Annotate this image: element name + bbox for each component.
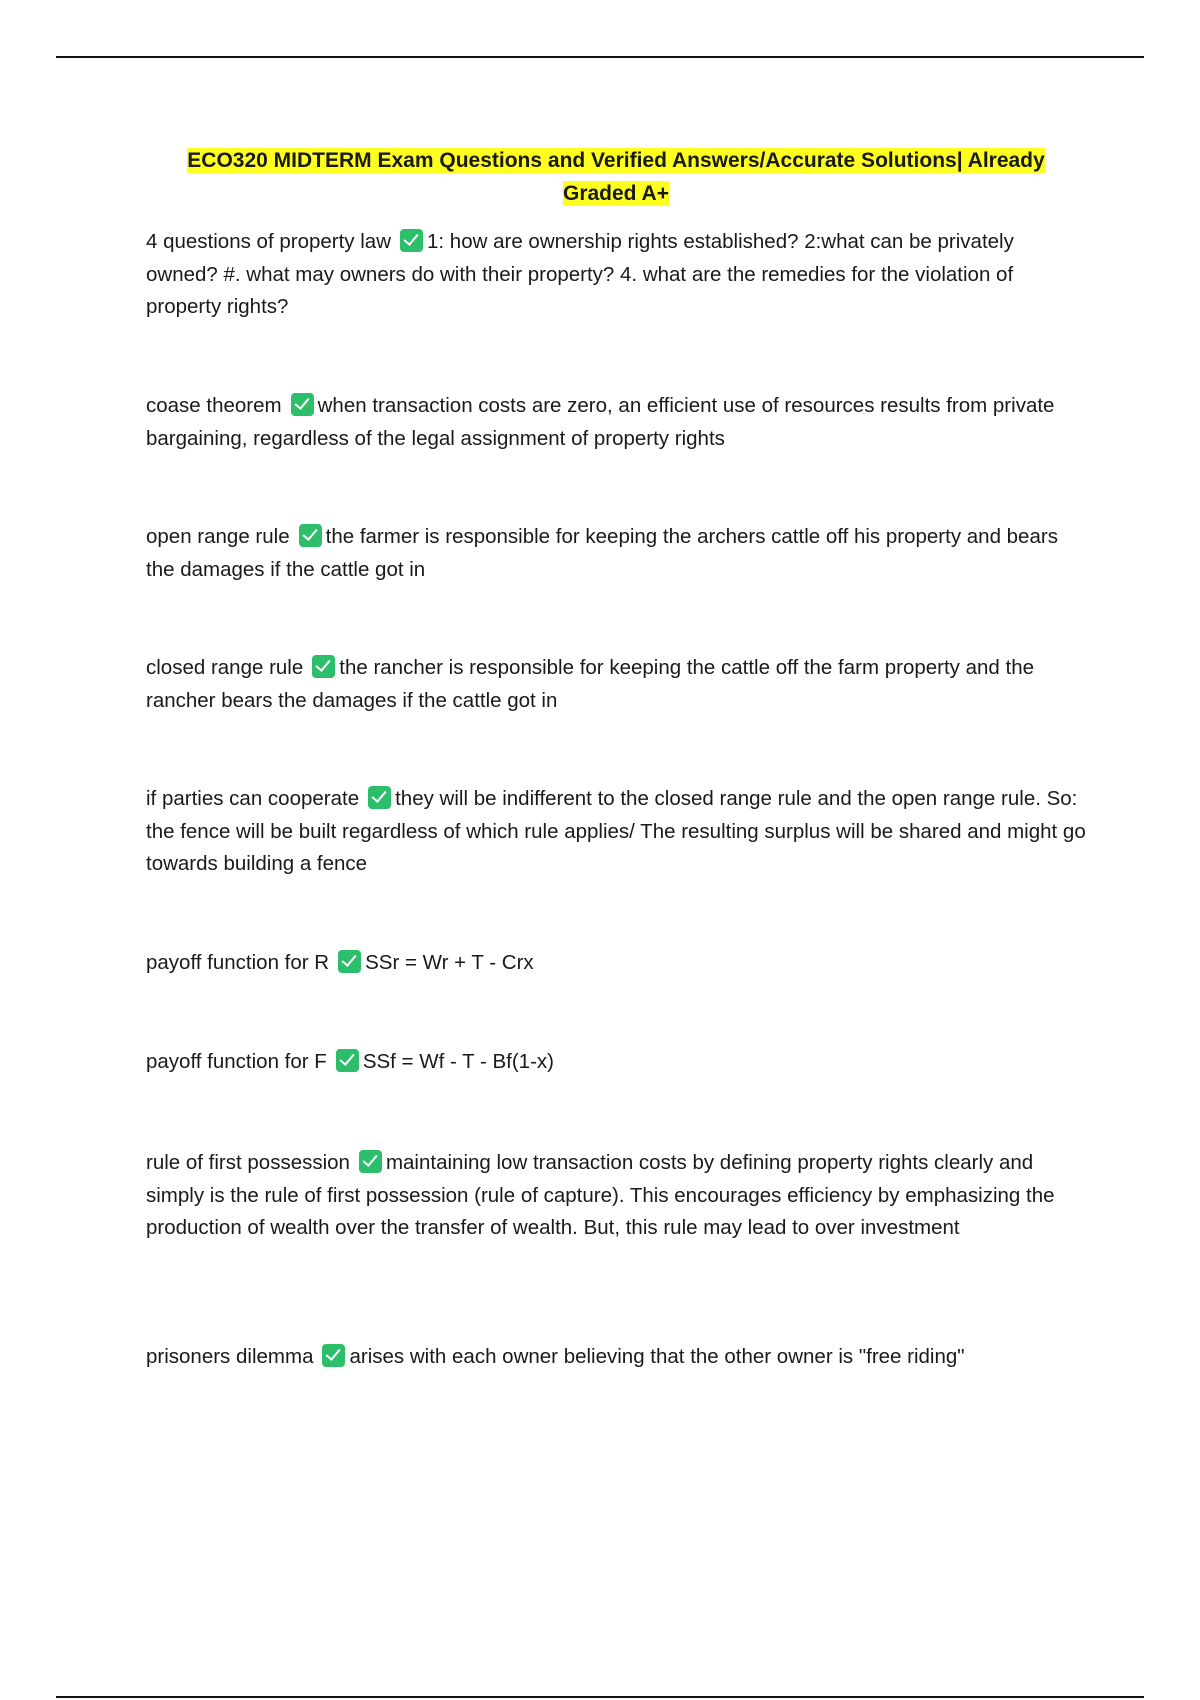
qa-item xyxy=(146,652,1086,717)
check-box-icon xyxy=(359,1150,382,1173)
qa-term: rule of first possession xyxy=(146,1151,350,1174)
document-title xyxy=(146,144,1086,210)
qa-answer: when transaction costs are zero, an efficient use of resources results from private bargaining, regardless of the legal assignment of property rights xyxy=(146,394,1055,450)
check-box-icon xyxy=(400,229,423,252)
title-line-1: ECO320 MIDTERM Exam Questions and Verified Answers/Accurate Solutions| Already xyxy=(187,149,1045,172)
qa-item xyxy=(146,1046,1086,1079)
qa-item xyxy=(146,390,1086,455)
qa-answer: 1: how are ownership rights established? 2:what can be privately owned? #. what may owners do with their property? 4. what are the remedies for the violation of property rights? xyxy=(146,230,1014,318)
qa-item xyxy=(146,947,1086,980)
qa-item xyxy=(146,1147,1086,1245)
check-box-icon xyxy=(299,524,322,547)
qa-term: prisoners dilemma xyxy=(146,1345,314,1368)
qa-term: payoff function for F xyxy=(146,1050,327,1073)
header-rule xyxy=(56,56,1144,58)
qa-term: if parties can cooperate xyxy=(146,787,360,810)
qa-term: closed range rule xyxy=(146,656,304,679)
qa-term: coase theorem xyxy=(146,394,282,417)
qa-term: payoff function for R xyxy=(146,951,330,974)
qa-answer: maintaining low transaction costs by defining property rights clearly and simply is the rule of first possession (rule of capture). This encourages efficiency by emphasizing the production of wealth over the transfer of wealth. But, this rule may lead to over investment xyxy=(146,1151,1055,1239)
qa-item xyxy=(146,783,1086,881)
check-box-icon xyxy=(312,655,335,678)
qa-item xyxy=(146,521,1086,586)
footer-rule xyxy=(56,1696,1144,1698)
check-box-icon xyxy=(291,393,314,416)
check-box-icon xyxy=(322,1344,345,1367)
qa-answer: they will be indifferent to the closed range rule and the open range rule. So: the fence will be built regardless of which rule applies/ The resulting surplus will be shared and might go towards building a fence xyxy=(146,787,1086,875)
qa-answer: arises with each owner believing that the other owner is "free riding" xyxy=(349,1345,965,1368)
check-box-icon xyxy=(336,1049,359,1072)
qa-answer: the farmer is responsible for keeping the archers cattle off his property and bears the damages if the cattle got in xyxy=(146,525,1058,581)
qa-answer: SSr = Wr + T - Crx xyxy=(365,951,534,974)
qa-answer: the rancher is responsible for keeping the cattle off the farm property and the rancher bears the damages if the cattle got in xyxy=(146,656,1035,712)
qa-answer: SSf = Wf - T - Bf(1-x) xyxy=(362,1050,554,1073)
qa-item xyxy=(146,1341,1086,1374)
title-line-2: Graded A+ xyxy=(562,182,669,205)
qa-item xyxy=(146,226,1086,324)
qa-term: open range rule xyxy=(146,525,290,548)
qa-term: 4 questions of property law xyxy=(146,230,391,253)
check-box-icon xyxy=(368,786,391,809)
check-box-icon xyxy=(338,950,361,973)
